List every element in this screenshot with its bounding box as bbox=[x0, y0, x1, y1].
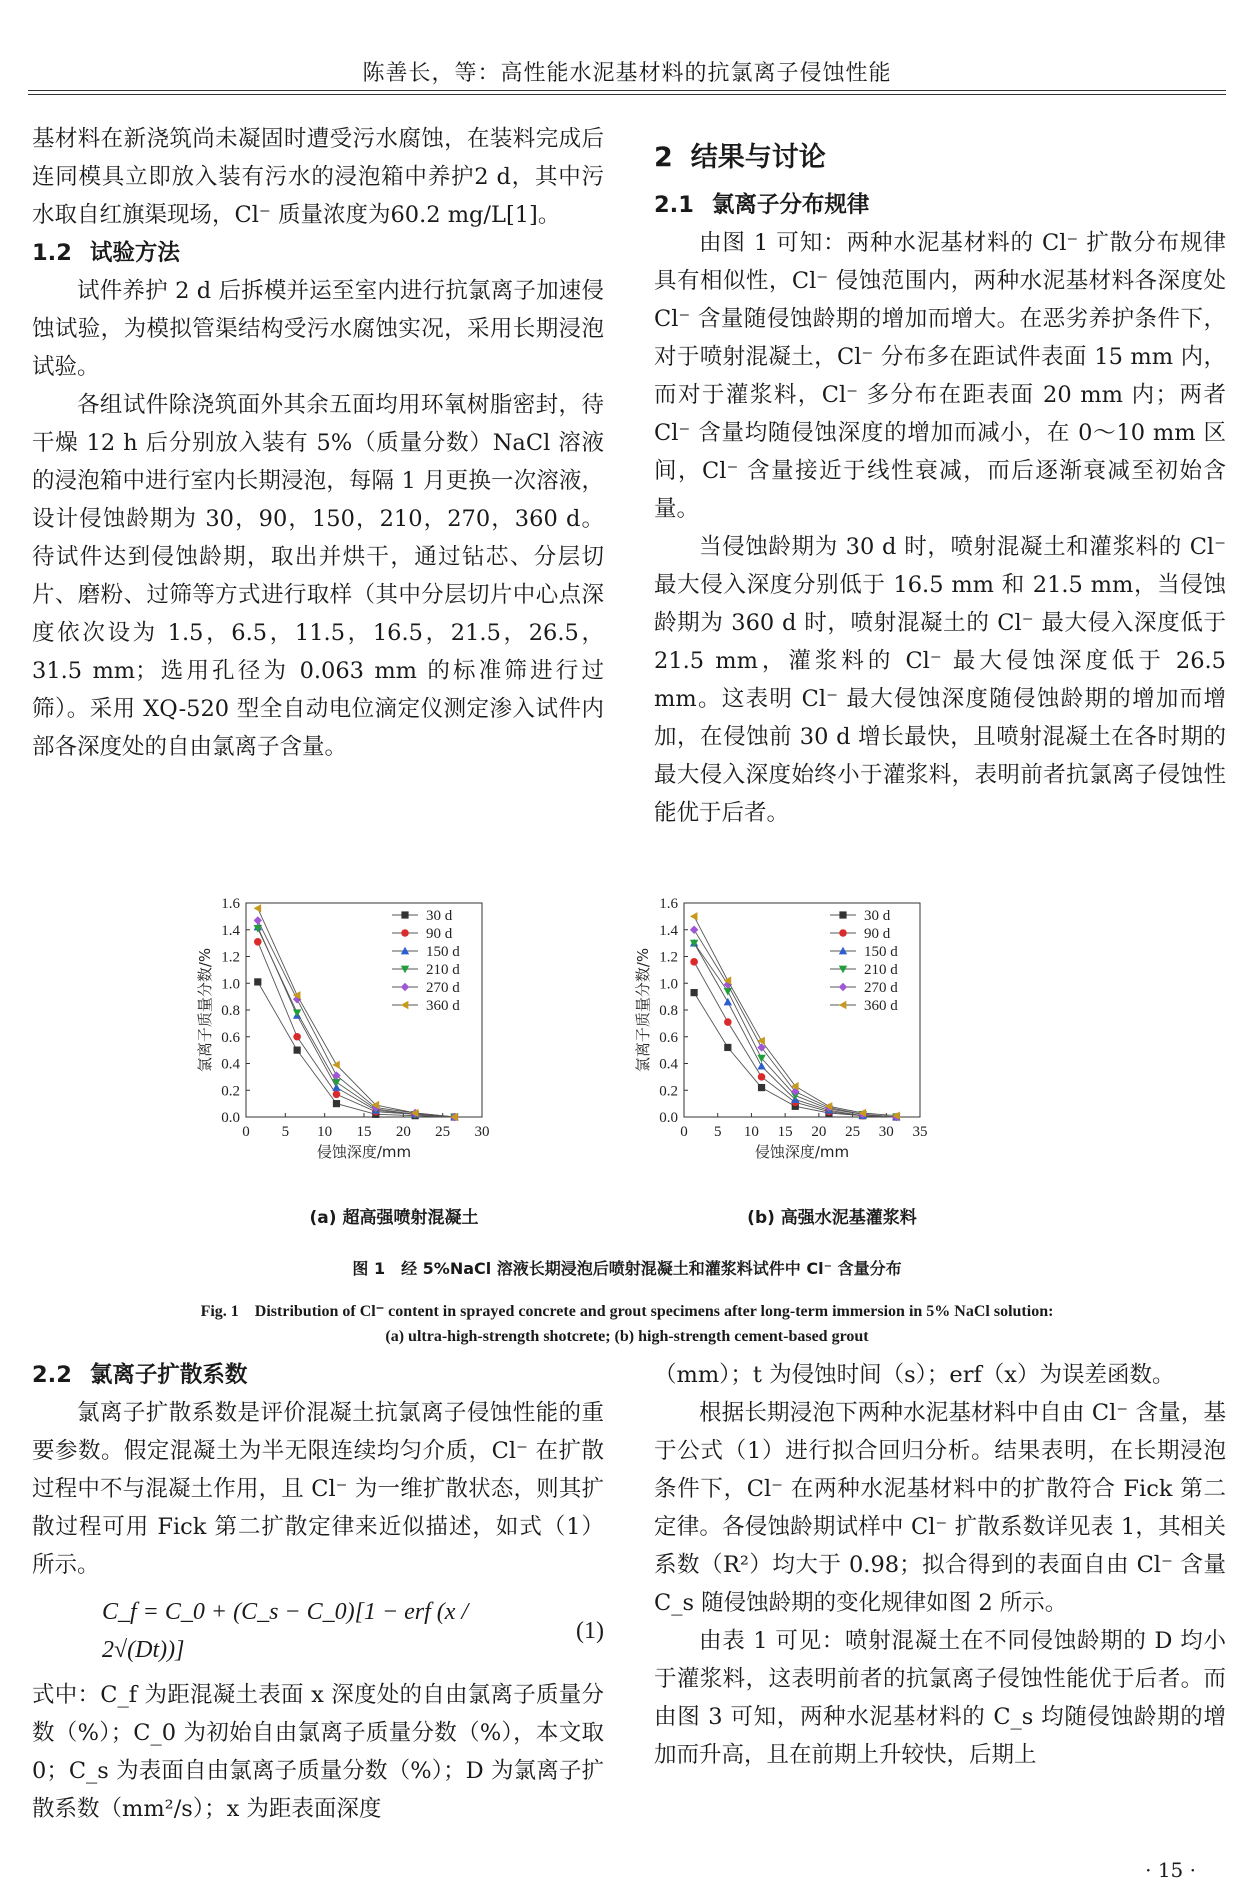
section-number: 1.2 bbox=[32, 240, 72, 266]
y-tick-label: 1.6 bbox=[659, 896, 678, 912]
legend-label: 150 d bbox=[864, 944, 898, 960]
y-tick-label: 0.0 bbox=[221, 1110, 240, 1126]
x-tick-label: 30 bbox=[474, 1124, 490, 1140]
legend-label: 270 d bbox=[426, 980, 460, 996]
x-tick-label: 0 bbox=[680, 1124, 688, 1140]
x-axis-label: 侵蚀深度/mm bbox=[754, 1143, 850, 1161]
x-tick-label: 15 bbox=[356, 1124, 372, 1140]
equation-number: (1) bbox=[576, 1618, 604, 1644]
y-tick-label: 0.0 bbox=[659, 1110, 678, 1126]
x-tick-label: 10 bbox=[317, 1124, 333, 1140]
page-number: · 15 · bbox=[1145, 1858, 1196, 1882]
legend-marker bbox=[839, 929, 847, 937]
legend-label: 30 d bbox=[864, 908, 891, 924]
y-tick-label: 0.2 bbox=[659, 1083, 678, 1100]
y-tick-label: 0.6 bbox=[221, 1029, 240, 1046]
legend-label: 360 d bbox=[864, 998, 898, 1014]
data-point bbox=[293, 1033, 301, 1041]
data-point bbox=[724, 1018, 732, 1026]
x-tick-label: 35 bbox=[912, 1124, 928, 1140]
y-tick-label: 0.8 bbox=[221, 1003, 240, 1019]
plot-area bbox=[196, 896, 490, 1161]
x-tick-label: 5 bbox=[713, 1124, 722, 1140]
data-point bbox=[332, 1071, 340, 1079]
y-tick-label: 1.2 bbox=[221, 949, 240, 966]
legend-marker bbox=[401, 1001, 409, 1009]
running-header bbox=[0, 0, 1254, 96]
data-point bbox=[690, 926, 698, 934]
figure-caption-en: Fig. 1 Distribution of Cl⁻ content in sprayed concrete and grout specimens after long-term immersion in 5% NaCl solution: bbox=[200, 1303, 1054, 1320]
y-tick-label: 0.4 bbox=[659, 1056, 678, 1073]
section-heading-2 bbox=[654, 136, 1226, 180]
series-line bbox=[258, 982, 455, 1117]
data-point bbox=[758, 1073, 766, 1081]
legend-marker bbox=[839, 911, 846, 918]
y-tick-label: 0.6 bbox=[659, 1029, 678, 1046]
x-tick-label: 15 bbox=[777, 1124, 793, 1140]
y-tick-label: 0.8 bbox=[659, 1003, 678, 1019]
series-line bbox=[258, 928, 455, 1117]
y-tick-label: 1.2 bbox=[659, 949, 678, 966]
header-title: 陈善长，等：高性能水泥基材料的抗氯离子侵蚀性能 bbox=[362, 61, 892, 86]
figure-1b bbox=[636, 893, 1028, 1223]
x-tick-label: 25 bbox=[845, 1124, 861, 1140]
section-title: 氯离子分布规律 bbox=[711, 192, 870, 218]
plot-area bbox=[634, 896, 928, 1161]
legend bbox=[392, 908, 460, 1014]
legend-marker bbox=[839, 983, 847, 991]
paragraph: 氯离子扩散系数是评价混凝土抗氯离子侵蚀性能的重要参数。假定混凝土为半无限连续均匀介质，Cl⁻ 在扩散过程中不与混凝土作用，且 Cl⁻ 为一维扩散状态，则其扩散过程可用 Fick 第二扩散定律来近似描述，如式（1）所示。 bbox=[32, 1400, 604, 1578]
data-point bbox=[332, 1061, 340, 1069]
figure-caption-en-2: (a) ultra-high-strength shotcrete; (b) high-strength cement-based grout bbox=[385, 1328, 869, 1345]
paragraph: 根据长期浸泡下两种水泥基材料中自由 Cl⁻ 含量，基于公式（1）进行拟合回归分析。结果表明，在长期浸泡条件下，Cl⁻ 在两种水泥基材料中的扩散符合 Fick 第二定律。各侵蚀龄期试样中 Cl⁻ 扩散系数详见表 1，其相关系数（R²）均大于 0.98；拟合得到的表面自由 Cl⁻ 含量 C_s 随侵蚀龄期的变化规律如图 2 所示。 bbox=[654, 1400, 1226, 1616]
section-heading-2-1 bbox=[654, 186, 1226, 224]
data-point bbox=[690, 958, 698, 966]
data-point bbox=[254, 916, 262, 924]
figure-1a bbox=[198, 893, 590, 1223]
paragraph: 当侵蚀龄期为 30 d 时，喷射混凝土和灌浆料的 Cl⁻ 最大侵入深度分别低于 16.5 mm 和 21.5 mm，当侵蚀龄期为 360 d 时，喷射混凝土的 Cl⁻ 最大侵入深度低于 21.5 mm，灌浆料的 Cl⁻ 最大侵蚀深度低于 26.5 mm。这表明 Cl⁻ 最大侵蚀深度随侵蚀龄期的增加而增加，在侵蚀前 30 d 增长最快，且喷射混凝土在各时期的最大侵入深度始终小于灌浆料，表明前者抗氯离子侵蚀性能优于后者。 bbox=[654, 534, 1226, 826]
data-point bbox=[724, 998, 732, 1006]
legend-marker bbox=[401, 983, 409, 991]
paragraph: 式中：C_f 为距混凝土表面 x 深度处的自由氯离子质量分数（%）；C_0 为初始自由氯离子质量分数（%），本文取 0；C_s 为表面自由氯离子质量分数（%）；D 为氯离子扩散系数（mm²/s）；x 为距表面深度 bbox=[32, 1682, 604, 1822]
data-point bbox=[333, 1090, 341, 1098]
section-number: 2 bbox=[654, 142, 673, 173]
data-point bbox=[293, 1009, 301, 1017]
y-axis-label: 氯离子质量分数/% bbox=[196, 947, 214, 1073]
data-point bbox=[294, 1047, 301, 1054]
y-tick-label: 1.4 bbox=[221, 922, 240, 939]
data-point bbox=[757, 1062, 765, 1070]
data-point bbox=[724, 988, 732, 996]
section-heading-2-2 bbox=[32, 1356, 604, 1394]
chart-1a bbox=[198, 893, 590, 1205]
x-tick-label: 5 bbox=[281, 1124, 290, 1140]
paragraph: 各组试件除浇筑面外其余五面均用环氧树脂密封，待干燥 12 h 后分别放入装有 5%（质量分数）NaCl 溶液的浸泡箱中进行室内长期浸泡，每隔 1 月更换一次溶液，设计侵蚀龄期为 30，90，150，210，270，360 d。待试件达到侵蚀龄期，取出并烘干，通过钻芯、分层切片、磨粉、过筛等方式进行取样（其中分层切片中心点深度依次设为 1.5，6.5，11.5，16.5，21.5，26.5，31.5 mm；选用孔径为 0.063 mm 的标准筛进行过筛）。采用 XQ-520 型全自动电位滴定仪测定渗入试件内部各深度处的自由氯离子含量。 bbox=[32, 392, 604, 760]
equation-1 bbox=[32, 1590, 604, 1672]
paragraph: 由图 1 可知：两种水泥基材料的 Cl⁻ 扩散分布规律具有相似性，Cl⁻ 侵蚀范围内，两种水泥基材料各深度处 Cl⁻ 含量随侵蚀龄期的增加而增大。在恶劣养护条件下，对于喷射混凝土，Cl⁻ 分布多在距试件表面 15 mm 内，而对于灌浆料，Cl⁻ 多分布在距表面 20 mm 内；两者 Cl⁻ 含量均随侵蚀深度的增加而减小，在 0～10 mm 区间，Cl⁻ 含量接近于线性衰减，而后逐渐衰减至初始含量。 bbox=[654, 230, 1226, 522]
subcaption-b: (b) 高强水泥基灌浆料 bbox=[747, 1208, 917, 1228]
y-tick-label: 1.0 bbox=[221, 976, 240, 993]
y-tick-label: 0.2 bbox=[221, 1083, 240, 1100]
data-point bbox=[254, 978, 261, 985]
legend bbox=[830, 908, 898, 1014]
series-line bbox=[258, 942, 455, 1117]
legend-label: 210 d bbox=[864, 962, 898, 978]
legend-label: 150 d bbox=[426, 944, 460, 960]
data-point bbox=[724, 1044, 731, 1051]
data-point bbox=[333, 1100, 340, 1107]
y-tick-label: 1.6 bbox=[221, 896, 240, 912]
left-column-top bbox=[32, 120, 604, 766]
section-title: 结果与讨论 bbox=[690, 142, 826, 173]
legend-label: 360 d bbox=[426, 998, 460, 1014]
section-title: 氯离子扩散系数 bbox=[89, 1362, 248, 1388]
x-tick-label: 10 bbox=[743, 1124, 759, 1140]
x-axis-label: 侵蚀深度/mm bbox=[316, 1143, 412, 1161]
x-tick-label: 20 bbox=[395, 1124, 411, 1140]
series-line bbox=[258, 920, 455, 1117]
legend-label: 210 d bbox=[426, 962, 460, 978]
paragraph: 试件养护 2 d 后拆模并运至室内进行抗氯离子加速侵蚀试验，为模拟管渠结构受污水腐蚀实况，采用长期浸泡试验。 bbox=[32, 278, 604, 380]
y-tick-label: 0.4 bbox=[221, 1056, 240, 1073]
x-tick-label: 30 bbox=[878, 1124, 894, 1140]
legend-label: 90 d bbox=[426, 926, 453, 942]
x-tick-label: 20 bbox=[811, 1124, 827, 1140]
header-rule-thin bbox=[28, 94, 1226, 95]
x-tick-label: 0 bbox=[242, 1124, 250, 1140]
subcaption-a: (a) 超高强喷射混凝土 bbox=[309, 1208, 479, 1228]
legend-marker bbox=[401, 929, 409, 937]
right-column-top bbox=[654, 128, 1226, 832]
legend-label: 270 d bbox=[864, 980, 898, 996]
equation-body: C_f = C_0 + (C_s − C_0)[1 − erf (x / 2√(Dt))] bbox=[102, 1599, 469, 1663]
left-column-bottom bbox=[32, 1356, 604, 1828]
data-point bbox=[691, 989, 698, 996]
legend-marker bbox=[839, 1001, 847, 1009]
chart-1b bbox=[636, 893, 1028, 1205]
paragraph: 基材料在新浇筑尚未凝固时遭受污水腐蚀，在装料完成后连同模具立即放入装有污水的浸泡箱中养护2 d，其中污水取自红旗渠现场，Cl⁻ 质量浓度为60.2 mg/L[1]。 bbox=[32, 126, 604, 228]
legend-label: 30 d bbox=[426, 908, 453, 924]
data-point bbox=[690, 912, 698, 920]
data-point bbox=[758, 1084, 765, 1091]
paragraph: 由表 1 可见：喷射混凝土在不同侵蚀龄期的 D 均小于灌浆料，这表明前者的抗氯离子侵蚀性能优于后者。而由图 3 可知，两种水泥基材料的 C_s 均随侵蚀龄期的增加而升高，且在前期上升较快，后期上 bbox=[654, 1628, 1226, 1768]
header-rule bbox=[28, 90, 1226, 91]
y-tick-label: 1.4 bbox=[659, 922, 678, 939]
y-tick-label: 1.0 bbox=[659, 976, 678, 993]
figure-caption-cn: 图 1 经 5%NaCl 溶液长期浸泡后喷射混凝土和灌浆料试件中 Cl⁻ 含量分布 bbox=[352, 1259, 902, 1278]
x-tick-label: 25 bbox=[435, 1124, 451, 1140]
legend-marker bbox=[401, 911, 408, 918]
y-axis-label: 氯离子质量分数/% bbox=[634, 947, 652, 1073]
section-number: 2.1 bbox=[654, 192, 694, 218]
legend-label: 90 d bbox=[864, 926, 891, 942]
data-point bbox=[254, 938, 262, 946]
section-title: 试验方法 bbox=[89, 240, 180, 266]
section-number: 2.2 bbox=[32, 1362, 72, 1388]
section-heading-1-2 bbox=[32, 234, 604, 272]
series-line bbox=[258, 927, 455, 1117]
right-column-bottom bbox=[654, 1356, 1226, 1774]
paragraph: （mm）；t 为侵蚀时间（s）；erf（x）为误差函数。 bbox=[654, 1362, 1175, 1388]
data-point bbox=[254, 904, 262, 912]
